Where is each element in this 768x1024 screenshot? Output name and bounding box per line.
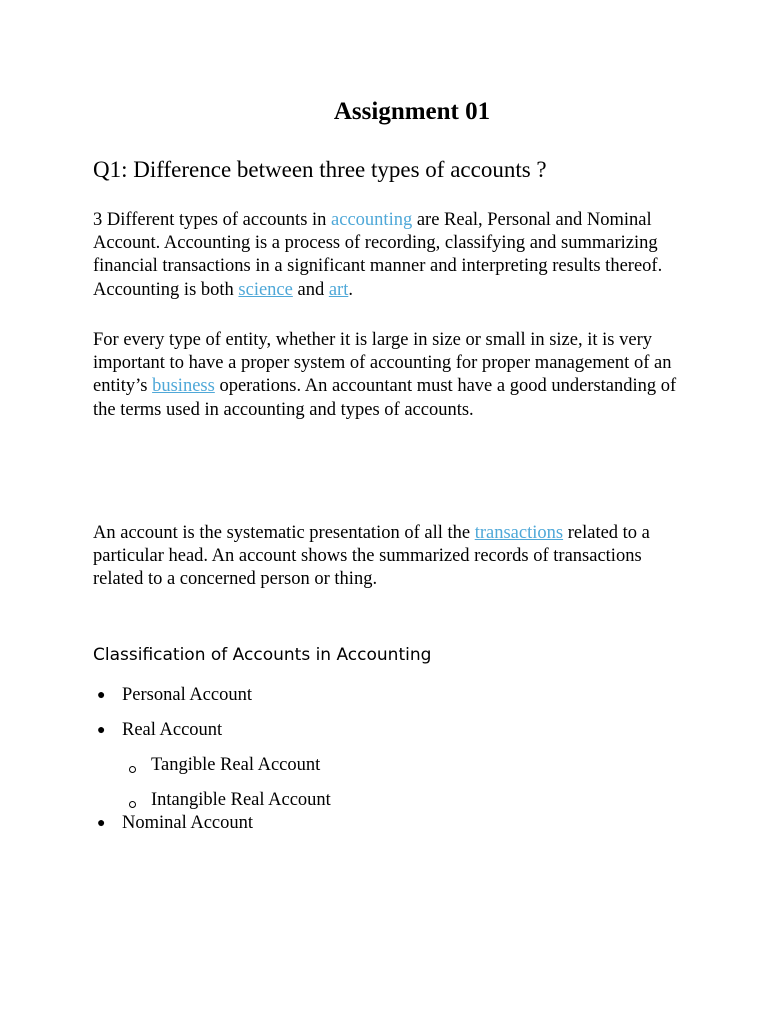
list-item-tangible-real-account: Tangible Real Account: [151, 755, 321, 775]
paragraph-account-types: [93, 209, 683, 302]
transactions-link[interactable]: transactions: [474, 523, 564, 543]
paragraph-text: and: [292, 279, 329, 300]
question-heading: Q1: Difference between three types of accounts ?: [93, 157, 547, 182]
bullet-icon: ●: [97, 688, 106, 703]
list-item-nominal-account: Nominal Account: [122, 813, 254, 833]
paragraph-text: operations. An accountant must have a good understanding of the terms used in accounting and types of accounts.: [93, 376, 677, 420]
paragraph-text: An account is the systematic presentation of all the: [93, 523, 475, 543]
paragraph-text: are Real, Personal and Nominal Account. Accounting is a process of recording, classifying and summarizing financial transactions in a significant manner and interpreting results thereof. Accounting is both: [93, 210, 663, 300]
paragraph-account-definition: [93, 522, 683, 592]
list-item-intangible-real-account: Intangible Real Account: [151, 790, 331, 810]
bullet-icon: ●: [97, 816, 106, 831]
paragraph-text: For every type of entity, whether it is large in size or small in size, it is very important to have a proper system of accounting for proper management of an entity’s: [93, 330, 672, 397]
paragraph-entity-accounting: [93, 329, 683, 422]
list-item-real-account: Real Account: [122, 720, 223, 740]
business-link[interactable]: business: [152, 376, 215, 397]
paragraph-text: related to a particular head. An account shows the summarized records of transactions related to a concerned person or thing.: [93, 523, 650, 590]
paragraph-text: .: [348, 279, 353, 300]
accounting-link[interactable]: accounting: [331, 210, 413, 230]
art-link[interactable]: art: [328, 279, 349, 300]
circle-bullet-icon: [129, 801, 136, 808]
circle-bullet-icon: [129, 766, 136, 773]
science-link[interactable]: science: [238, 279, 293, 300]
bullet-icon: ●: [97, 723, 106, 738]
paragraph-text: 3 Different types of accounts in: [93, 210, 332, 230]
section-heading: Classification of Accounts in Accounting: [93, 645, 432, 665]
list-item-personal-account: Personal Account: [122, 685, 252, 705]
document-title: Assignment 01: [333, 98, 491, 125]
